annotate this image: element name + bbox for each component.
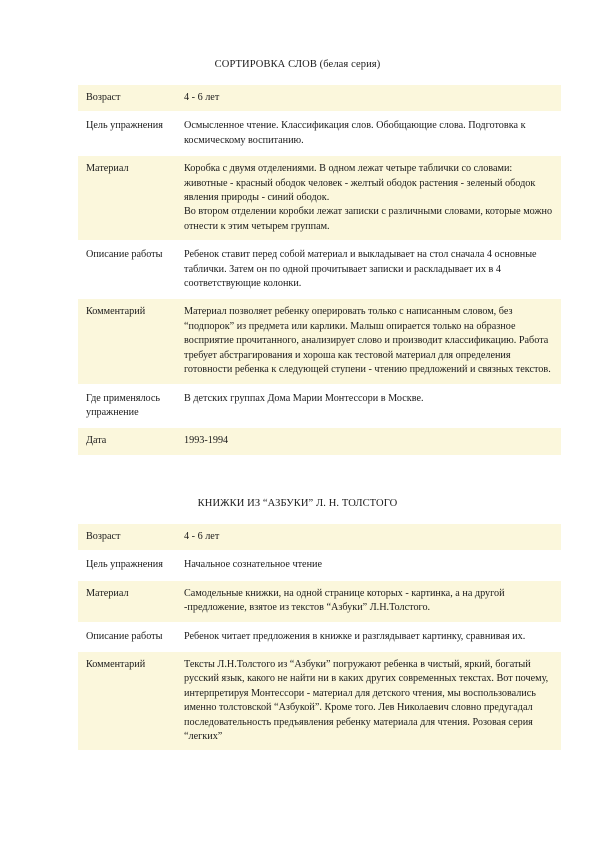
row-age bbox=[78, 524, 561, 551]
value-line: 1993-1994 bbox=[184, 435, 229, 447]
row-value bbox=[176, 524, 561, 551]
row-label: Описание работы bbox=[78, 623, 176, 651]
row-label: Цель упражнения bbox=[78, 551, 176, 579]
value-line: Во втором отделении коробки лежат записки с различными словами, которые можно отнести к этим четырем группам. bbox=[184, 206, 553, 232]
row-material bbox=[78, 155, 561, 241]
value-line: Ребенок ставит перед собой материал и выкладывает на стол сначала 4 основные таблички. Затем он по одной прочитывает записки и раскладывает их в 4 соответствующие колонки. bbox=[184, 249, 537, 290]
section-title-word-sorting: СОРТИРОВКА СЛОВ (белая серия) bbox=[214, 59, 381, 70]
value-line: 4 - 6 лет bbox=[184, 92, 220, 103]
exercise-table-word-sorting bbox=[78, 85, 561, 455]
section-title-tolstoy-books: КНИЖКИ ИЗ “АЗБУКИ” Л. Н. ТОЛСТОГО bbox=[197, 498, 398, 509]
row-value bbox=[176, 241, 561, 298]
row-date bbox=[78, 427, 561, 454]
row-label: Возраст bbox=[78, 85, 176, 112]
row-value bbox=[176, 385, 561, 428]
row-label: Возраст bbox=[78, 524, 176, 551]
value-line: Начальное сознательное чтение bbox=[184, 559, 322, 571]
row-label: Где применялось упражнение bbox=[78, 385, 176, 428]
value-line: 4 - 6 лет bbox=[184, 531, 220, 542]
row-value bbox=[176, 427, 561, 454]
value-line: Материал позволяет ребенку оперировать только с написанным словом, без “подпорок” из предмета или карлики. Малыш опирается только на образное восприятие прочитанного, анализирует слово и производит классификацию. Работа требует абстрагирования и хороша как тестовой материал для определения готовности ребенка к следующей ступени - чтению предложений и связных текстов. bbox=[184, 306, 551, 376]
row-label: Комментарий bbox=[78, 651, 176, 750]
exercise-table-tolstoy-books bbox=[78, 524, 561, 750]
row-value bbox=[176, 155, 561, 241]
row-label: Материал bbox=[78, 580, 176, 623]
row-comment bbox=[78, 651, 561, 750]
value-line: Самодельные книжки, на одной странице которых - картинка, а на другой -предложение, взятое из текстов “Азбуки” Л.Н.Толстого. bbox=[184, 587, 505, 614]
row-value bbox=[176, 112, 561, 155]
row-label: Материал bbox=[78, 155, 176, 241]
value-line: В детских группах Дома Марии Монтессори в Москве. bbox=[184, 392, 424, 404]
value-line: Осмысленное чтение. Классификация слов. Обобщающие слова. Подготовка к космическому воспитанию. bbox=[184, 120, 526, 146]
row-value bbox=[176, 551, 561, 579]
value-line: Тексты Л.Н.Толстого из “Азбуки” погружают ребенка в чистый, яркий, богатый русский язык, какого не найти ни в каких других современных текстах. Вот почему, интерпретируя Монтессори - материал для детского чтения, мы воспользовались именно толстовской “Азбукой”. Кроме того. Лев Николаевич словно предугадал последовательность предъявления ребенку материала для чтения. Розовая серия “легких” bbox=[184, 659, 549, 743]
row-goal bbox=[78, 551, 561, 579]
row-material bbox=[78, 580, 561, 623]
row-comment bbox=[78, 298, 561, 384]
row-value bbox=[176, 85, 561, 112]
row-where-used bbox=[78, 385, 561, 428]
row-value bbox=[176, 580, 561, 623]
value-line: животные - красный ободок человек - желтый ободок растения - зеленый ободок явления природы - синий ободок. bbox=[184, 177, 536, 204]
row-value bbox=[176, 651, 561, 750]
row-label: Дата bbox=[78, 427, 176, 454]
row-age bbox=[78, 85, 561, 112]
value-line: Ребенок читает предложения в книжке и разглядывает картинку, сравнивая их. bbox=[184, 630, 526, 642]
row-value bbox=[176, 298, 561, 384]
row-label: Цель упражнения bbox=[78, 112, 176, 155]
row-value bbox=[176, 623, 561, 651]
value-line: Коробка с двумя отделениями. В одном лежат четыре таблички со словами: bbox=[184, 163, 513, 175]
row-goal bbox=[78, 112, 561, 155]
row-description bbox=[78, 241, 561, 298]
row-label: Комментарий bbox=[78, 298, 176, 384]
row-label: Описание работы bbox=[78, 241, 176, 298]
row-description bbox=[78, 623, 561, 651]
